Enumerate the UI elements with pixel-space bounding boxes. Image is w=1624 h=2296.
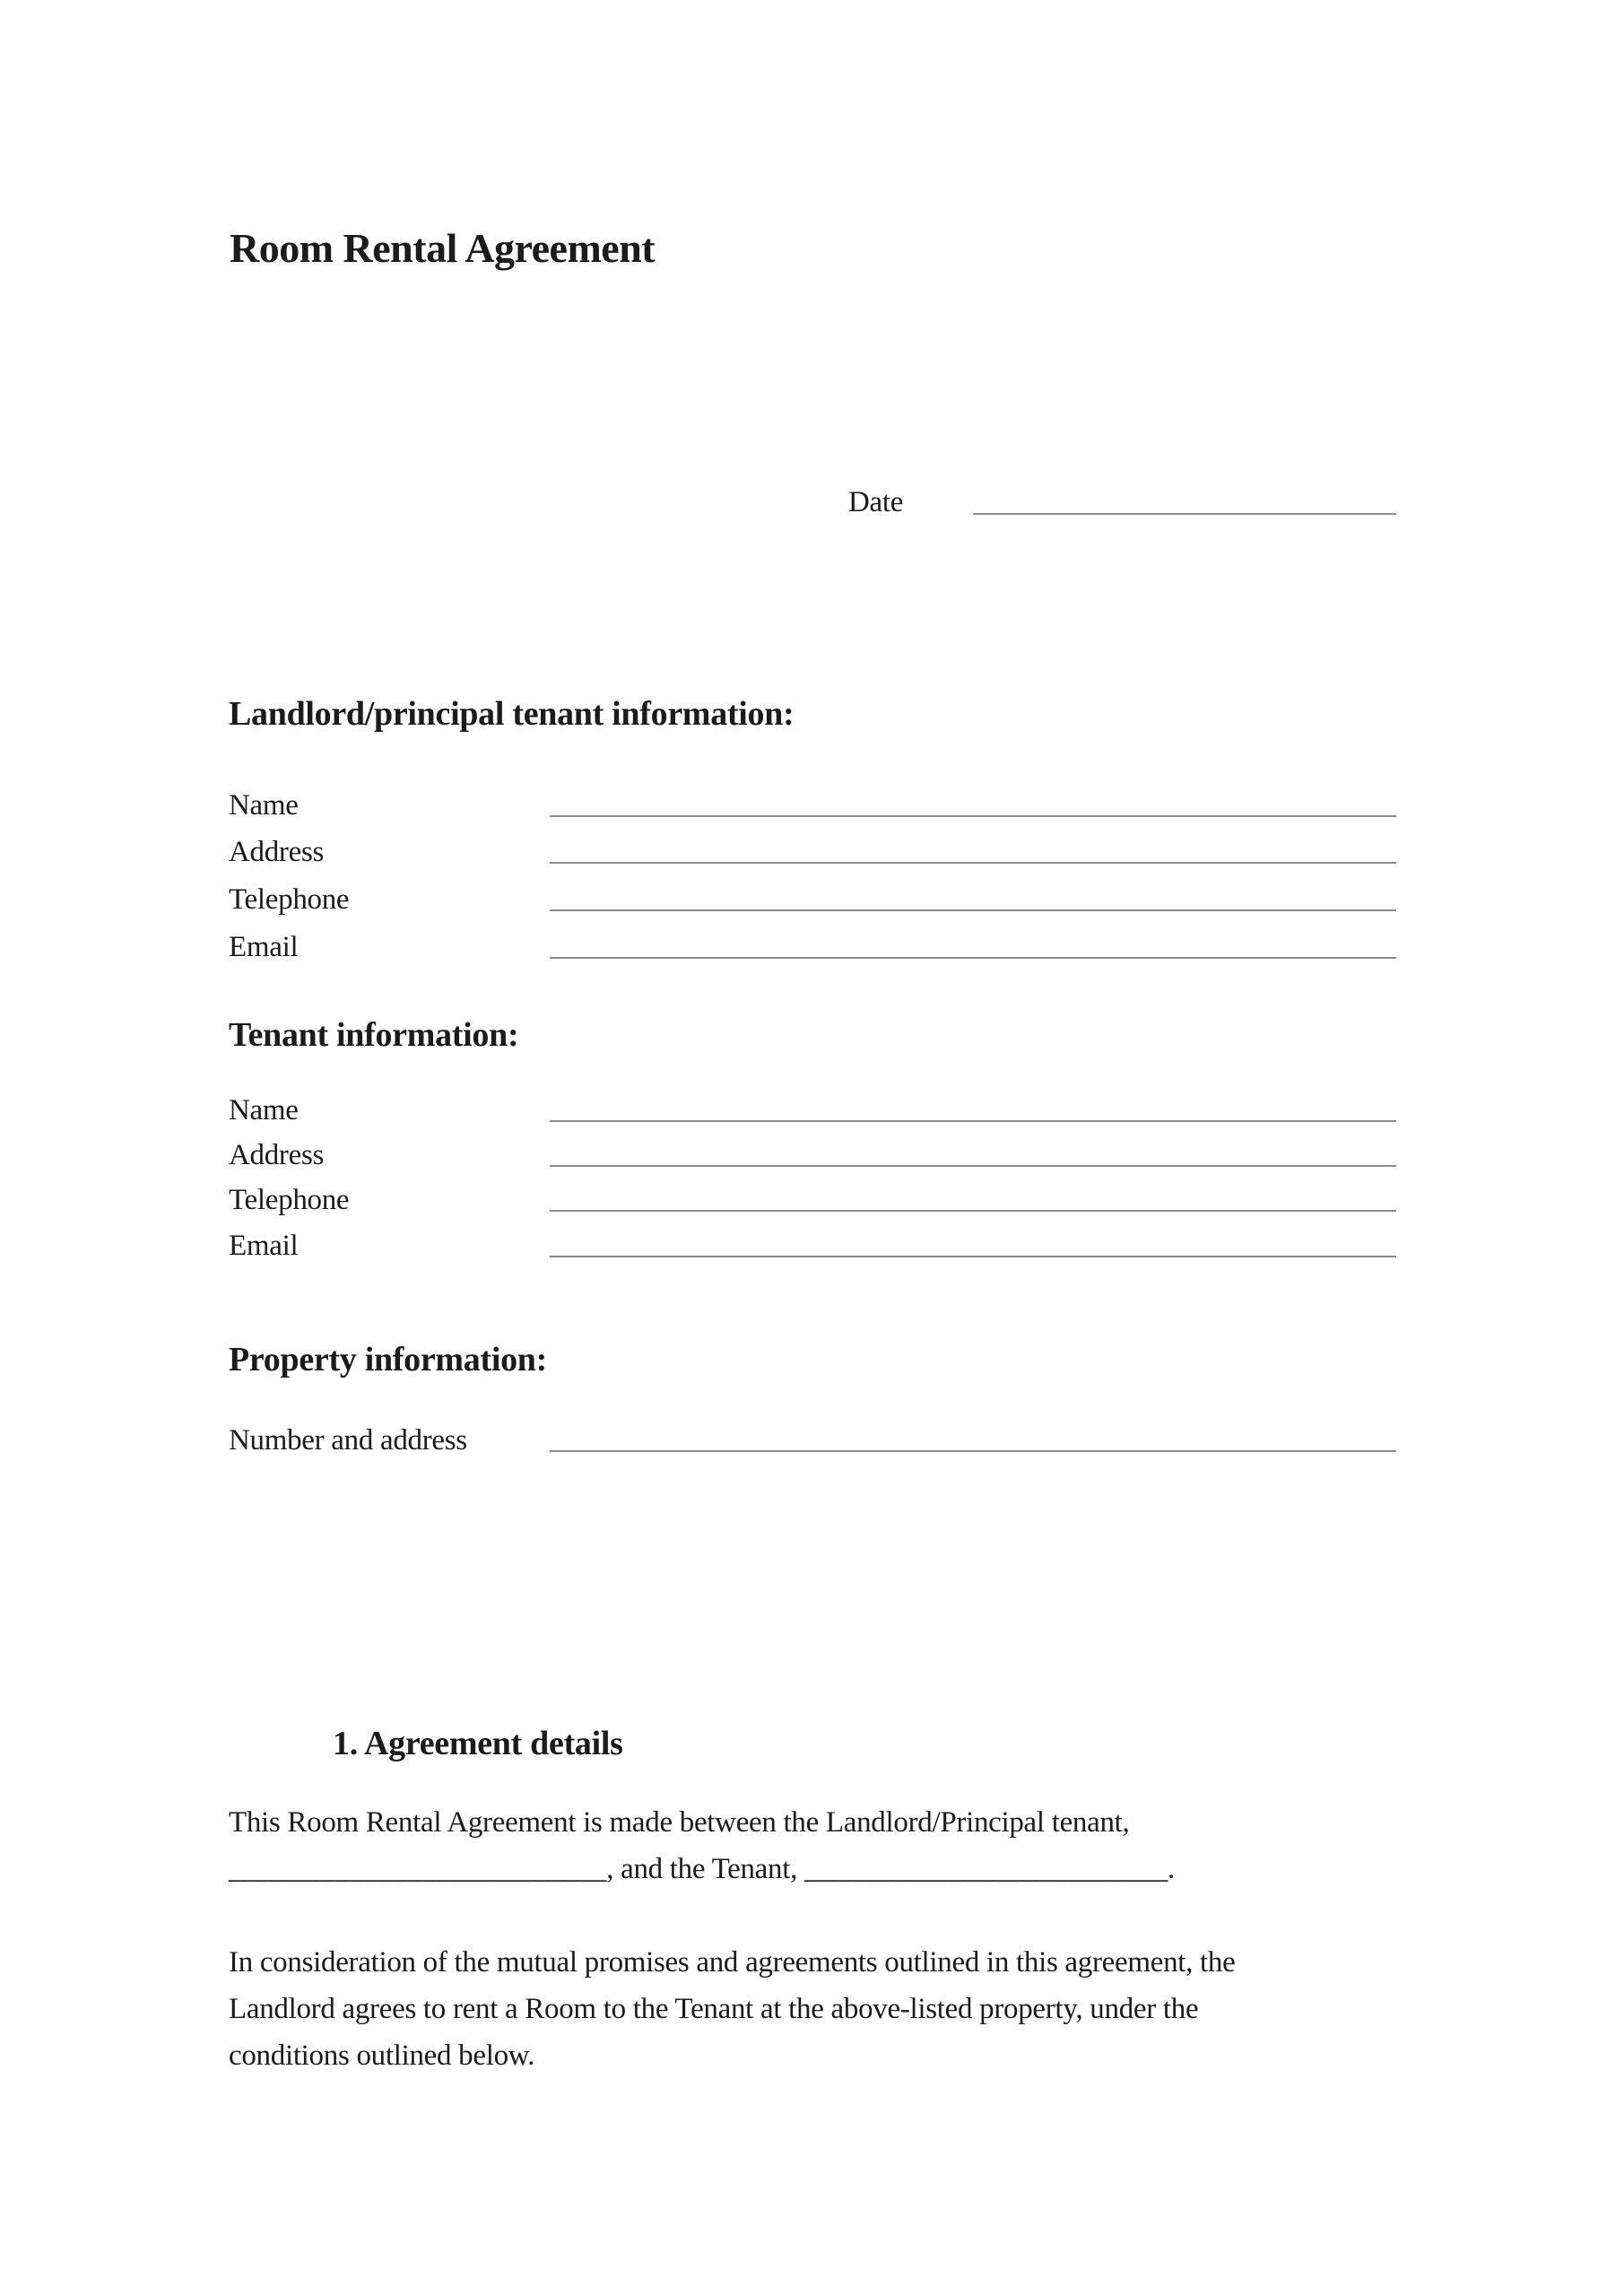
tenant-telephone-label: Telephone bbox=[229, 1184, 350, 1216]
landlord-email-fill-line[interactable] bbox=[550, 957, 1396, 959]
landlord-telephone-label: Telephone bbox=[229, 883, 350, 916]
tenant-name-fill-line[interactable] bbox=[550, 1120, 1396, 1122]
property-number-address-label: Number and address bbox=[229, 1424, 467, 1457]
document-title: Room Rental Agreement bbox=[230, 225, 656, 271]
tenant-email-fill-line[interactable] bbox=[550, 1256, 1396, 1257]
landlord-telephone-fill-line[interactable] bbox=[550, 909, 1396, 911]
tenant-name-label: Name bbox=[229, 1094, 299, 1126]
agreement-paragraph-1-line-2: __________________________, and the Tenant, _________________________. bbox=[229, 1853, 1175, 1885]
agreement-paragraph-2-line-3: conditions outlined below. bbox=[229, 2039, 535, 2072]
tenant-address-fill-line[interactable] bbox=[550, 1165, 1396, 1167]
landlord-name-fill-line[interactable] bbox=[550, 815, 1396, 817]
tenant-email-label: Email bbox=[229, 1230, 299, 1262]
landlord-email-label: Email bbox=[229, 931, 299, 963]
tenant-address-label: Address bbox=[229, 1139, 325, 1171]
landlord-address-fill-line[interactable] bbox=[550, 862, 1396, 864]
date-label: Date bbox=[848, 486, 904, 518]
agreement-details-heading: 1. Agreement details bbox=[333, 1725, 623, 1762]
property-section-heading: Property information: bbox=[229, 1341, 547, 1378]
agreement-paragraph-2-line-1: In consideration of the mutual promises and agreements outlined in this agreement, the bbox=[229, 1946, 1236, 1979]
landlord-section-heading: Landlord/principal tenant information: bbox=[229, 695, 795, 733]
landlord-address-label: Address bbox=[229, 836, 325, 868]
agreement-paragraph-2-line-2: Landlord agrees to rent a Room to the Tenant at the above-listed property, under the bbox=[229, 1993, 1199, 2025]
tenant-section-heading: Tenant information: bbox=[229, 1016, 519, 1054]
property-number-address-fill-line[interactable] bbox=[550, 1450, 1396, 1452]
landlord-name-label: Name bbox=[229, 789, 299, 822]
date-fill-line[interactable] bbox=[973, 513, 1396, 515]
tenant-telephone-fill-line[interactable] bbox=[550, 1210, 1396, 1212]
agreement-paragraph-1-line-1: This Room Rental Agreement is made between the Landlord/Principal tenant, bbox=[229, 1806, 1130, 1839]
